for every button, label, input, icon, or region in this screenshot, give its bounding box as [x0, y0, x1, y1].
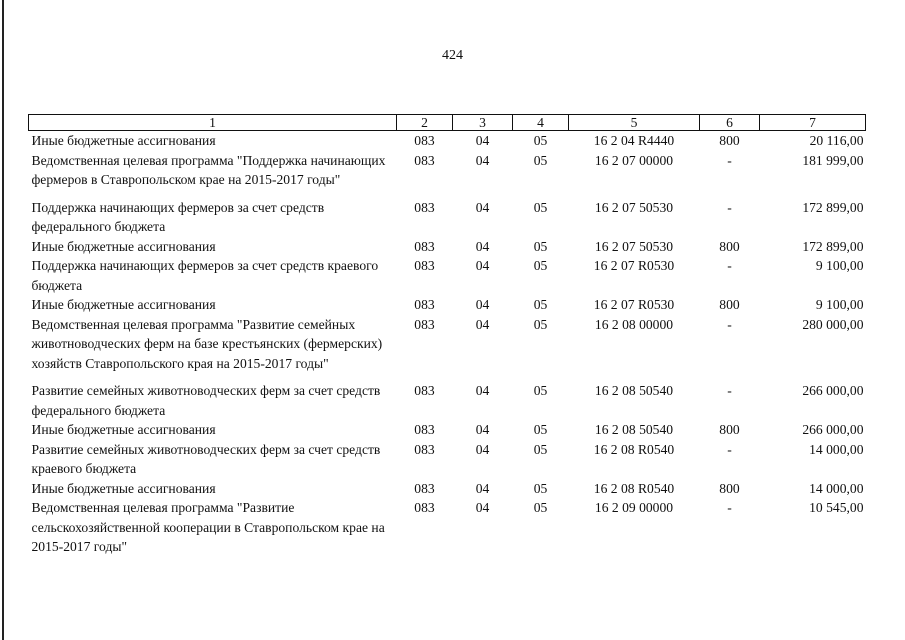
row-subsection: 05 — [533, 152, 548, 168]
row-subsection: 05 — [533, 441, 548, 457]
row-ministry: 083 — [414, 199, 435, 215]
row-subsection: 05 — [533, 297, 548, 312]
row-subsection: 05 — [533, 422, 548, 437]
row-section: 04 — [475, 152, 490, 168]
row-ministry: 083 — [414, 383, 435, 398]
row-expense-type: - — [727, 441, 732, 457]
row-ministry: 083 — [414, 441, 435, 457]
row-expense-type: - — [727, 383, 732, 398]
budget-table — [28, 114, 866, 557]
row-name: Иные бюджетные ассигнования — [31, 133, 216, 148]
col-header-2: 2 — [397, 115, 453, 131]
row-subsection: 05 — [533, 383, 548, 398]
row-ministry: 083 — [414, 480, 435, 496]
row-amount: 10 545,00 — [809, 500, 864, 515]
row-target-code: 16 2 07 00000 — [594, 152, 674, 168]
row-expense-type: - — [727, 152, 732, 168]
row-section: 04 — [475, 297, 490, 312]
row-name: Развитие семейных животноводческих ферм за счет средств краевого бюджета — [31, 441, 381, 476]
page-edge-line — [2, 0, 4, 640]
row-name: Ведомственная целевая программа "Развитие семейных животноводческих ферм на базе крестьянских (фермерских) хозяйств Ставропольского края на 2015-2017 годы" — [31, 316, 383, 371]
table-row — [29, 420, 866, 440]
row-ministry: 083 — [414, 238, 435, 254]
table-row — [29, 381, 866, 420]
header-row — [29, 115, 866, 131]
row-amount: 172 899,00 — [802, 199, 864, 215]
col-header-3: 3 — [453, 115, 513, 131]
row-amount: 9 100,00 — [815, 297, 864, 312]
table-row — [29, 295, 866, 315]
row-subsection: 05 — [533, 480, 548, 496]
row-name: Ведомственная целевая программа "Развитие сельскохозяйственной кооперации в Ставропольском крае на 2015-2017 годы" — [31, 500, 385, 554]
row-name: Иные бюджетные ассигнования — [31, 480, 216, 496]
row-amount: 20 116,00 — [809, 133, 864, 148]
row-target-code: 16 2 04 R4440 — [593, 133, 675, 148]
row-target-code: 16 2 07 R0530 — [593, 258, 675, 273]
col-header-1: 1 — [29, 115, 397, 131]
row-section: 04 — [475, 199, 490, 215]
row-expense-type: - — [727, 199, 732, 215]
row-name: Поддержка начинающих фермеров за счет средств федерального бюджета — [31, 199, 325, 234]
row-amount: 266 000,00 — [802, 422, 864, 437]
row-target-code: 16 2 08 R0540 — [593, 480, 675, 496]
row-amount: 280 000,00 — [802, 316, 864, 332]
col-header-6: 6 — [700, 115, 760, 131]
row-amount: 14 000,00 — [809, 480, 864, 496]
table-row — [29, 237, 866, 257]
row-amount: 172 899,00 — [802, 238, 864, 254]
row-subsection: 05 — [533, 199, 548, 215]
row-target-code: 16 2 08 50540 — [594, 422, 674, 437]
row-name: Поддержка начинающих фермеров за счет средств краевого бюджета — [31, 258, 379, 293]
row-expense-type: 800 — [719, 133, 740, 148]
table-row — [29, 498, 866, 557]
row-target-code: 16 2 07 R0530 — [593, 297, 675, 312]
row-subsection: 05 — [533, 133, 548, 148]
row-ministry: 083 — [414, 133, 435, 148]
table-row — [29, 315, 866, 382]
row-subsection: 05 — [533, 238, 548, 254]
row-amount: 181 999,00 — [802, 152, 864, 168]
row-target-code: 16 2 09 00000 — [594, 500, 674, 515]
row-section: 04 — [475, 480, 490, 496]
row-expense-type: 800 — [719, 297, 740, 312]
row-amount: 266 000,00 — [802, 383, 864, 398]
table-row — [29, 151, 866, 198]
row-ministry: 083 — [414, 152, 435, 168]
row-section: 04 — [475, 238, 490, 254]
row-section: 04 — [475, 258, 490, 273]
row-section: 04 — [475, 133, 490, 148]
table-row — [29, 198, 866, 237]
page-number: 424 — [442, 48, 463, 63]
row-section: 04 — [475, 441, 490, 457]
row-name: Иные бюджетные ассигнования — [31, 297, 216, 312]
row-target-code: 16 2 07 50530 — [594, 199, 674, 215]
row-expense-type: - — [727, 258, 732, 273]
row-expense-type: - — [727, 500, 732, 515]
row-target-code: 16 2 07 50530 — [594, 238, 674, 254]
row-name: Иные бюджетные ассигнования — [31, 238, 216, 254]
row-section: 04 — [475, 383, 490, 398]
row-expense-type: 800 — [719, 422, 740, 437]
row-subsection: 05 — [533, 500, 548, 515]
row-target-code: 16 2 08 00000 — [594, 316, 674, 332]
row-expense-type: 800 — [719, 480, 740, 496]
row-name: Иные бюджетные ассигнования — [31, 422, 216, 437]
col-header-5: 5 — [569, 115, 700, 131]
row-expense-type: 800 — [719, 238, 740, 254]
row-ministry: 083 — [414, 258, 435, 273]
row-ministry: 083 — [414, 422, 435, 437]
row-target-code: 16 2 08 R0540 — [593, 441, 675, 457]
table-row — [29, 131, 866, 151]
row-ministry: 083 — [414, 316, 435, 332]
row-section: 04 — [475, 422, 490, 437]
row-expense-type: - — [727, 316, 732, 332]
row-ministry: 083 — [414, 500, 435, 515]
row-name: Развитие семейных животноводческих ферм за счет средств федерального бюджета — [31, 383, 381, 418]
col-header-4: 4 — [513, 115, 569, 131]
table-row — [29, 440, 866, 479]
row-section: 04 — [475, 500, 490, 515]
table-row — [29, 479, 866, 499]
table-row — [29, 256, 866, 295]
row-ministry: 083 — [414, 297, 435, 312]
row-section: 04 — [475, 316, 490, 332]
row-subsection: 05 — [533, 316, 548, 332]
col-header-7: 7 — [760, 115, 866, 131]
row-amount: 14 000,00 — [809, 441, 864, 457]
row-subsection: 05 — [533, 258, 548, 273]
row-amount: 9 100,00 — [815, 258, 864, 273]
row-name: Ведомственная целевая программа "Поддержка начинающих фермеров в Ставропольском крае на 2015-2017 годы" — [31, 152, 386, 187]
row-target-code: 16 2 08 50540 — [594, 383, 674, 398]
